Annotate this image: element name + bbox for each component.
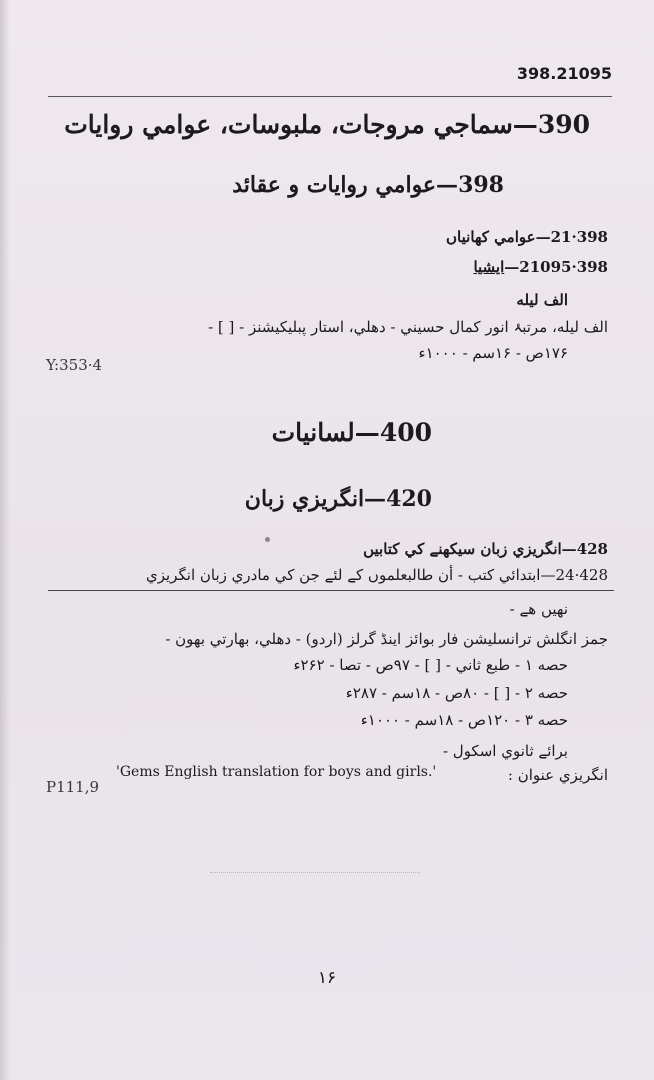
- margin-note-y353: Y:353·4: [46, 356, 103, 374]
- margin-note-p111: P111,9: [46, 778, 100, 796]
- heading-390: 390—سماجي مروجات، ملبوسات، عوامي روايات: [64, 110, 590, 139]
- top-rule: [48, 96, 612, 97]
- ink-speck: [265, 537, 270, 542]
- gems-english-title-label: انگريزي عنوان :: [507, 766, 608, 784]
- alf-laila-line-2: ۱۷۶ص - ۱۶سم - ۱۰۰۰ء: [418, 344, 568, 362]
- entry-398-21: 398·21—عوامي كهانياں: [446, 228, 608, 246]
- entry-428: 428—انگريزي زبان سيكهنے كي كتابيں: [363, 540, 608, 558]
- page-edge-shadow: [0, 0, 10, 1080]
- heading-398: 398—عوامي روايات و عقائد: [232, 172, 504, 198]
- faint-bleed-through: [210, 872, 420, 873]
- gems-note: برائے ثانوي اسكول -: [442, 742, 568, 760]
- entry-428-24-continued: نهيں هے -: [509, 600, 568, 618]
- gems-line-2: حصه ۱ - طبع ثاني - [ ] - ۹۷ص - تصا - ۲۶۲ء: [293, 656, 568, 674]
- entry-398-21095-region: ايشيا: [473, 258, 505, 276]
- entry-428-24-underline: [48, 590, 614, 591]
- heading-420: 420—انگريزي زبان: [244, 486, 432, 512]
- page-number: ۱۶: [317, 968, 337, 988]
- gems-line-1: جمز انگلش ترانسليشن فار بوائز اينڈ گرلز (اردو) - دهلي، بهارتي بهون -: [165, 630, 608, 648]
- gems-line-4: حصه ۳ - ۱۲۰ص - ۱۸سم - ۱۰۰۰ء: [360, 711, 568, 729]
- subject-alf-laila: الف ليله: [516, 291, 568, 309]
- alf-laila-line-1: الف ليله، مرتبۂ انور كمال حسيني - دهلي، استار پبليكيشنز - [ ] -: [208, 318, 608, 336]
- call-number: 398.21095: [516, 64, 612, 83]
- gems-english-title: 'Gems English translation for boys and girls.': [116, 764, 437, 780]
- entry-428-24: 428·24—ابتدائي كتب - أن طالبعلموں كے لئے جن كي مادري زبان انگريزي: [146, 566, 608, 584]
- entry-398-21095-number: 398·21095—: [504, 258, 608, 276]
- heading-400: 400—لسانيات: [271, 418, 432, 447]
- gems-line-3: حصه ۲ - [ ] - ۸۰ص - ۱۸سم - ۲۸۷ء: [345, 684, 568, 702]
- entry-398-21095: [473, 258, 608, 276]
